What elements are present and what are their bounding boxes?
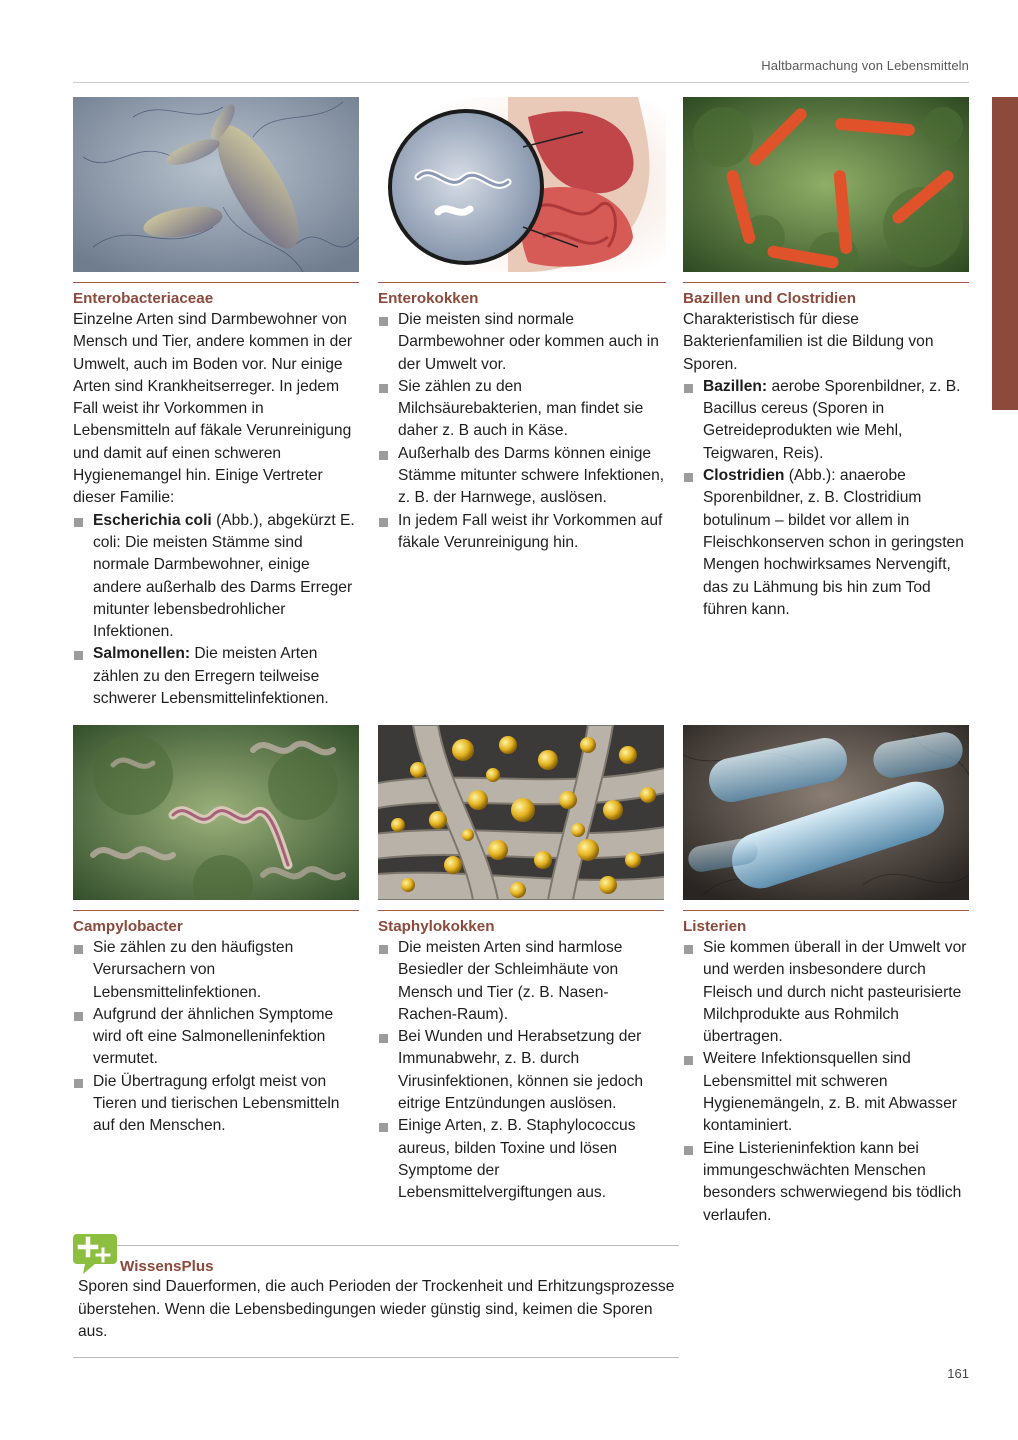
enterokokken-image	[378, 97, 666, 272]
term: Bazillen:	[703, 377, 768, 395]
section-heading: Enterokokken	[378, 290, 479, 307]
bazillen-image	[683, 97, 969, 272]
section-heading: Campylobacter	[73, 918, 183, 935]
term: Clostridien	[703, 467, 785, 485]
bullet-list	[73, 510, 359, 711]
list-item	[683, 465, 969, 621]
bullet-list	[683, 376, 969, 621]
list-item: Sie zählen zu den Milchsäurebakterien, man findet sie daher z. B auch in Käse.	[378, 376, 666, 443]
list-item: Weitere Infektionsquellen sind Lebensmittel mit schweren Hygienemängeln, z. B. mit Abwasser kontaminiert.	[683, 1048, 969, 1137]
bullet-list	[378, 937, 664, 1205]
list-item	[73, 510, 359, 644]
list-item: Eine Listerieninfektion kann bei immungeschwächten Menschen besonders schwerwiegend bis tödlich verlaufen.	[683, 1138, 969, 1227]
bullet-list	[378, 309, 666, 554]
section-campylobacter	[73, 910, 359, 1138]
item-text: Die meisten Arten zählen zu den Erregern teilweise schwerer Lebensmittelinfektionen.	[93, 645, 329, 708]
list-item: Bei Wunden und Herabsetzung der Immunabwehr, z. B. durch Virusinfektionen, können sie jedoch eitrige Entzündungen auslösen.	[378, 1026, 664, 1115]
item-text: (Abb.), abgekürzt E. coli: Die meisten Stämme sind normale Darmbewohner, einige andere außerhalb des Darms Erreger mitunter lebensbedrohlicher Infektionen.	[93, 511, 355, 641]
list-item: Einige Arten, z. B. Staphylococcus aureus, bilden Toxine und lösen Symptome der Lebensmittelvergiftungen aus.	[378, 1115, 664, 1204]
staphylokokken-image	[378, 725, 664, 900]
section-heading: Staphylokokken	[378, 918, 495, 935]
list-item: Aufgrund der ähnlichen Symptome wird oft eine Salmonelleninfektion vermutet.	[73, 1004, 359, 1071]
chapter-thumb-tab	[992, 97, 1018, 410]
section-heading: Listerien	[683, 918, 747, 935]
list-item	[683, 376, 969, 465]
list-item: Die meisten sind normale Darmbewohner oder kommen auch in der Umwelt vor.	[378, 309, 666, 376]
section-bazillen-clostridien	[683, 282, 969, 621]
header-rule	[73, 82, 969, 83]
section-heading: Bazillen und Clostridien	[683, 290, 856, 307]
section-staphylokokken	[378, 910, 664, 1205]
enterobacteriaceae-image	[73, 97, 359, 272]
item-text: aerobe Sporenbildner, z. B. Bacillus cereus (Sporen in Getreideprodukten wie Mehl, Teigwaren, Reis).	[703, 377, 961, 462]
term: Salmonellen:	[93, 645, 191, 663]
list-item: Die Übertragung erfolgt meist von Tieren und tierischen Lebensmitteln auf den Menschen.	[73, 1071, 359, 1138]
list-item: Außerhalb des Darms können einige Stämme mitunter schwere Infektionen, z. B. der Harnwege, auslösen.	[378, 443, 666, 510]
listerien-image	[683, 725, 969, 900]
section-enterokokken	[378, 282, 666, 554]
bullet-list	[683, 937, 969, 1227]
section-intro: Einzelne Arten sind Darmbewohner von Mensch und Tier, andere kommen in der Umwelt, auch im Boden vor. Nur einige Arten sind Krankheitserreger. In jedem Fall weist ihr Vorkommen in Lebensmitteln auf fäkale Verunreinigung und damit auf einen schweren Hygienemangel hin. Einige Vertreter dieser Familie:	[73, 311, 353, 507]
section-enterobacteriaceae	[73, 282, 359, 710]
campylobacter-image	[73, 725, 359, 900]
section-intro: Charakteristisch für diese Bakterienfamilien ist die Bildung von Sporen.	[683, 311, 934, 373]
wissensplus-title: WissensPlus	[120, 1258, 214, 1275]
bullet-list	[73, 937, 359, 1138]
section-heading: Enterobacteriaceae	[73, 290, 214, 307]
wissensplus-text: Sporen sind Dauerformen, die auch Perioden der Trockenheit und Erhitzungsprozesse überstehen. Wenn die Lebensbedingungen wieder günstig sind, keimen die Sporen aus.	[78, 1278, 675, 1340]
speech-bubble-plus-icon	[73, 1234, 117, 1274]
list-item: Sie kommen überall in der Umwelt vor und werden insbesondere durch Fleisch und durch nicht pasteurisierte Milchprodukte aus Rohmilch übertragen.	[683, 937, 969, 1048]
list-item	[73, 643, 359, 710]
list-item: Die meisten Arten sind harmlose Besiedler der Schleimhäute von Mensch und Tier (z. B. Nasen-Rachen-Raum).	[378, 937, 664, 1026]
list-item: Sie zählen zu den häufigsten Verursachern von Lebensmittelinfektionen.	[73, 937, 359, 1004]
term: Escherichia coli	[93, 511, 212, 529]
running-title: Haltbarmachung von Lebensmitteln	[761, 58, 969, 73]
wissensplus-box	[73, 1245, 679, 1358]
section-listerien	[683, 910, 969, 1227]
page-number: 161	[947, 1366, 969, 1381]
list-item: In jedem Fall weist ihr Vorkommen auf fäkale Verunreinigung hin.	[378, 510, 666, 555]
item-text: (Abb.): anaerobe Sporenbildner, z. B. Clostridium botulinum – bildet vor allem in Fleischkonserven schon in geringsten Mengen hochwirksames Nervengift, das zu Lähmung bis hin zum Tod führen kann.	[703, 467, 964, 618]
